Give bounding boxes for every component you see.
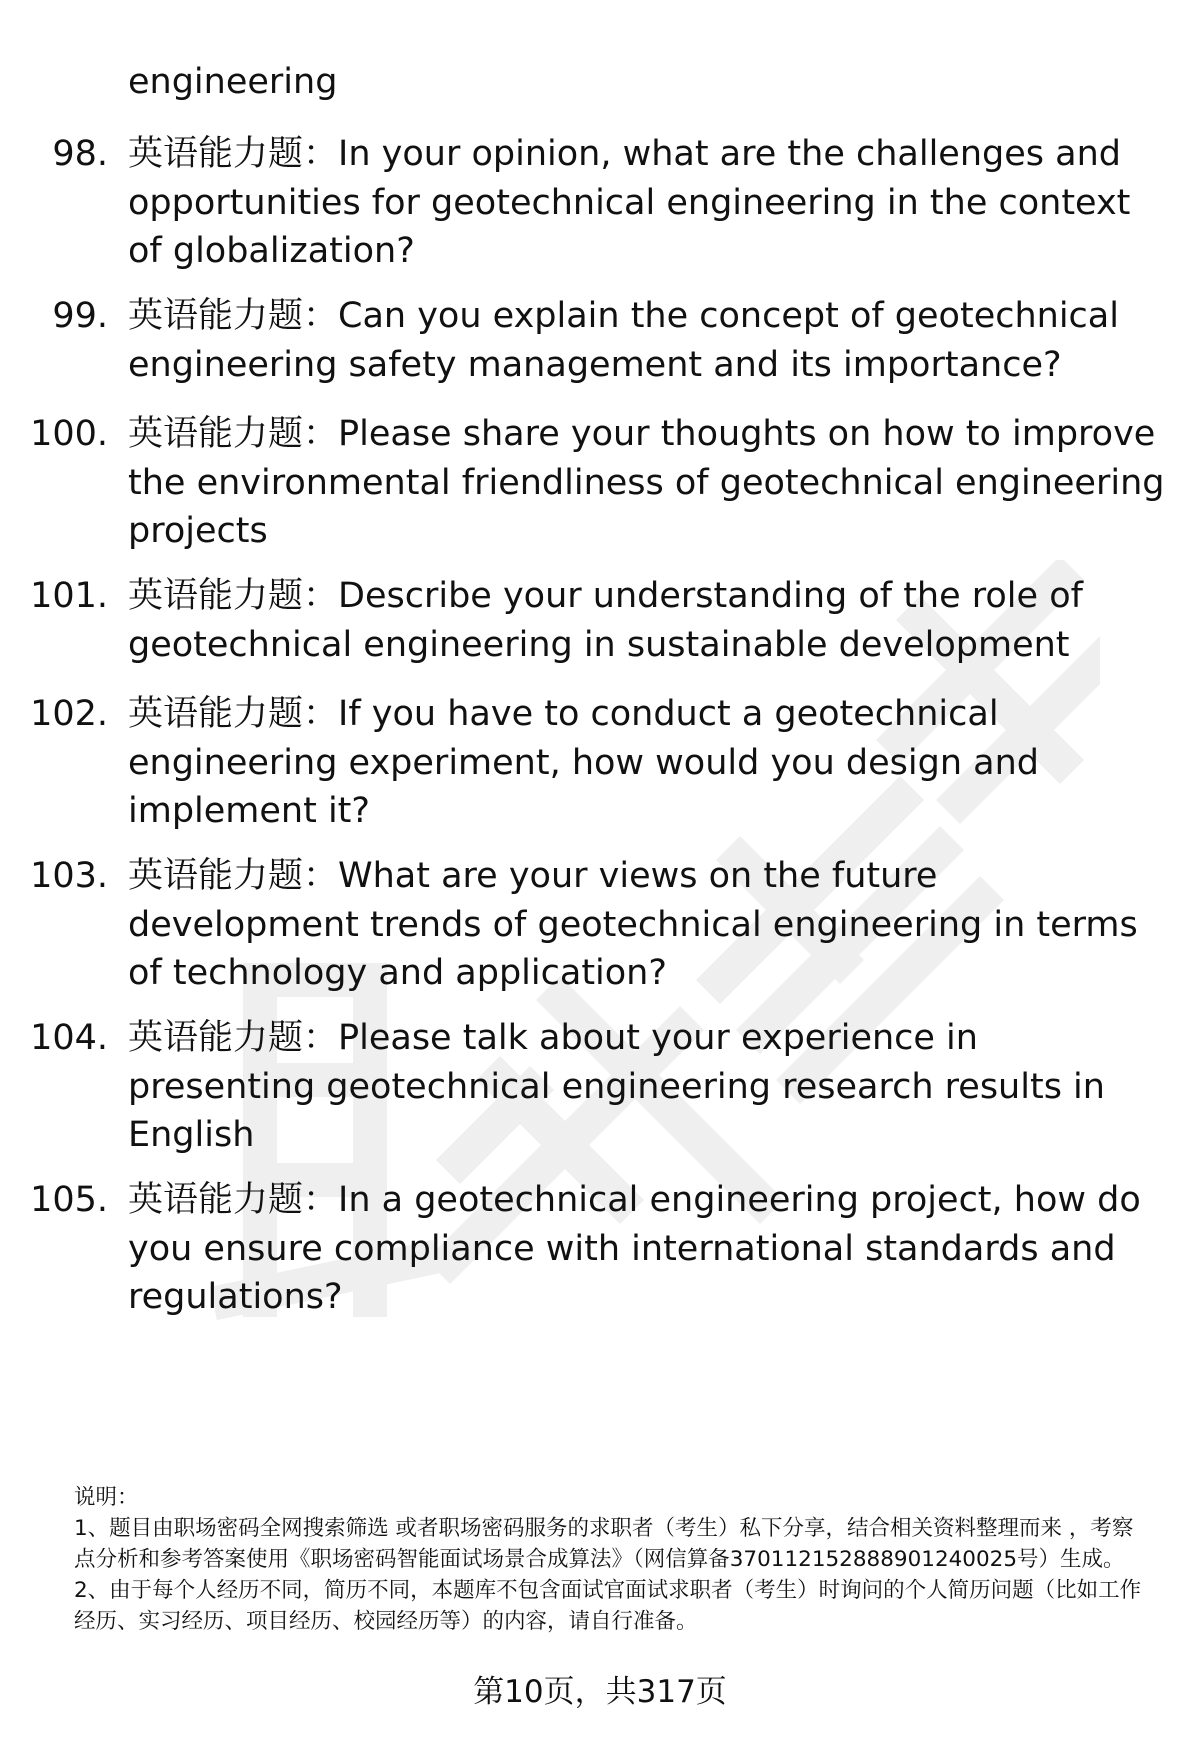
notes-section <box>74 1482 1154 1637</box>
question-tag: 英语能力题： <box>128 296 339 336</box>
question-text: In your opinion, what are the challenges and opportunities for geotechnical engineering in the context of globalization? <box>128 134 1131 271</box>
question-number: 101. <box>30 576 108 616</box>
question-body <box>128 572 1168 669</box>
question-number: 99. <box>52 296 108 336</box>
question-text: Please talk about your experience in presenting geotechnical engineering research results in English <box>128 1018 1105 1155</box>
question-tag: 英语能力题： <box>128 1018 339 1058</box>
question-text: If you have to conduct a geotechnical engineering experiment, how would you design and implement it? <box>128 694 1039 831</box>
question-text: Can you explain the concept of geotechnical engineering safety management and its importance? <box>128 296 1119 385</box>
question-number: 103. <box>30 856 108 896</box>
question-tag: 英语能力题： <box>128 576 339 616</box>
question-body <box>128 410 1168 556</box>
question-text: In a geotechnical engineering project, how do you ensure compliance with international standards and regulations? <box>128 1180 1141 1317</box>
question-tag: 英语能力题： <box>128 694 339 734</box>
question-tag: 英语能力题： <box>128 134 339 174</box>
question-tag: 英语能力题： <box>128 1180 339 1220</box>
question-number: 98. <box>52 134 108 174</box>
question-body <box>128 292 1168 389</box>
question-tag: 英语能力题： <box>128 856 339 896</box>
question-tag: 英语能力题： <box>128 414 339 454</box>
notes-heading: 说明： <box>74 1485 139 1510</box>
question-text: What are your views on the future development trends of geotechnical engineering in terms of technology and application? <box>128 856 1138 993</box>
question-text: Please share your thoughts on how to improve the environmental friendliness of geotechnical engineering projects <box>128 414 1165 551</box>
question-number: 104. <box>30 1018 108 1058</box>
question-body <box>128 1014 1168 1160</box>
continued-question-text: engineering <box>128 62 338 102</box>
question-text: Describe your understanding of the role of geotechnical engineering in sustainable development <box>128 576 1083 665</box>
notes-item-1: 1、题目由职场密码全网搜索筛选 或者职场密码服务的求职者（考生）私下分享，结合相关资料整理而来 ，考察点分析和参考答案使用《职场密码智能面试场景合成算法》（网信算备370112152888901240025号）生成。 <box>74 1516 1134 1572</box>
page-number-footer: 第10页，共317页 <box>473 1674 727 1710</box>
question-body <box>128 852 1168 998</box>
question-body <box>128 130 1168 276</box>
question-number: 105. <box>30 1180 108 1220</box>
question-number: 100. <box>30 414 108 454</box>
notes-item-2: 2、由于每个人经历不同，简历不同，本题库不包含面试官面试求职者（考生）时询问的个人简历问题（比如工作经历、实习经历、项目经历、校园经历等）的内容，请自行准备。 <box>74 1578 1142 1634</box>
question-body <box>128 690 1168 836</box>
question-body <box>128 1176 1168 1322</box>
question-number: 102. <box>30 694 108 734</box>
